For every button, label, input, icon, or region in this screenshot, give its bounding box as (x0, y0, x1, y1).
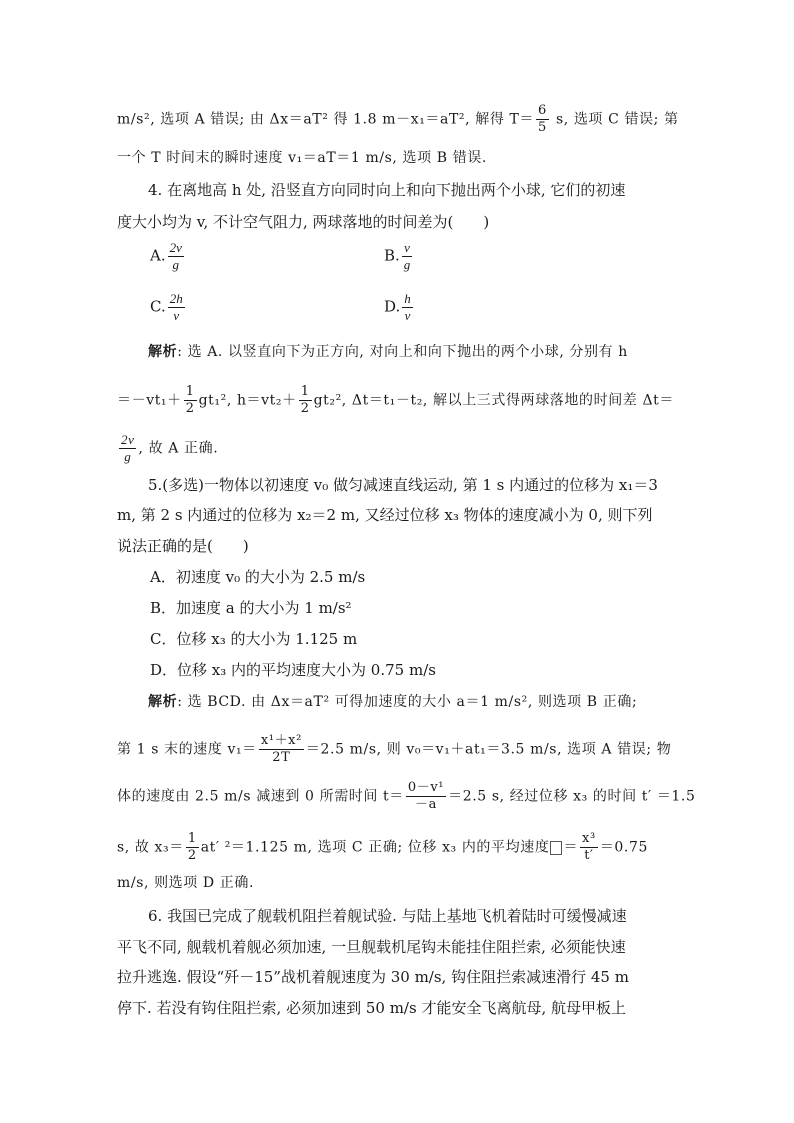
q5-solution-line-1: 解析: 选 BCD. 由 Δx＝aT² 可得加速度的大小 a＝1 m/s², 则选项 B 正确; (148, 694, 638, 710)
q5-option-b: B．加速度 a 的大小为 1 m/s² (150, 599, 352, 617)
q5-solution-line-4: s, 故 x₃＝ $\frac{1}{2}$ at′ ²＝1.125 m, 选项 C 正确; 位移 x₃ 内的平均速度 ＝ $\frac{\text{x³}}{t'}$ ＝0.75 (117, 831, 648, 863)
q5-solution-line-2: 第 1 s 末的速度 v₁＝ $\frac{\text{x¹＋x²}}{2T}$ ＝2.5 m/s, 则 v₀＝v₁＋at₁＝3.5 m/s, 选项 A 错误; 物 (117, 733, 672, 765)
q4-option-a: A. $\frac{2v}{g}$ (150, 240, 182, 272)
q4-solution-line-2: ＝－vt₁＋ $\frac{1}{2}$ gt₁², h＝vt₂＋ $\frac{1}{2}$ gt₂², Δt＝t₁－t₂, 解以上三式得两球落地的时间差 Δt＝ (117, 384, 674, 416)
q5-option-c: C．位移 x₃ 的大小为 1.125 m (150, 630, 358, 648)
q4-option-b: B. $\frac{v}{g}$ (384, 240, 411, 272)
q6-line-1: 6. 我国已完成了舰载机阻拦着舰试验. 与陆上基地飞机着陆时可缓慢减速 (148, 907, 627, 925)
q4-option-d: D. $\frac{h}{v}$ (384, 291, 411, 323)
q5-option-d: D．位移 x₃ 内的平均速度大小为 0.75 m/s (150, 661, 436, 679)
q5-solution-line-5: m/s, 则选项 D 正确. (117, 875, 255, 891)
q6-line-2: 平飞不同, 舰载机着舰必须加速, 一旦舰载机尾钩未能挂住阻拦索, 必须能快速 (117, 938, 626, 956)
q4-solution-line-3: $\frac{2v}{g}$ , 故 A 正确. (121, 432, 219, 464)
q4-solution-line-1: 解析: 选 A. 以竖直向下为正方向, 对向上和向下抛出的两个小球, 分别有 h (148, 344, 628, 360)
q6-line-4: 停下. 若没有钩住阻拦索, 必须加速到 50 m/s 才能安全飞离航母, 航母甲板上 (117, 999, 626, 1017)
q5-option-a: A．初速度 v₀ 的大小为 2.5 m/s (150, 568, 366, 586)
q3-solution-line-1: m/s², 选项 A 错误; 由 Δx＝aT² 得 1.8 m－x₁＝aT², 解得 T＝ $\frac{6}{5}$ s, 选项 C 错误; 第 (117, 103, 679, 135)
q3-solution-line-2: 一个 T 时间末的瞬时速度 v₁＝aT＝1 m/s, 选项 B 错误. (117, 150, 487, 166)
q4-stem-line-1: 4. 在离地高 h 处, 沿竖直方向同时向上和向下抛出两个小球, 它们的初速 (148, 181, 626, 199)
q5-stem-line-2: m, 第 2 s 内通过的位移为 x₂＝2 m, 又经过位移 x₃ 物体的速度减小为 0, 则下列 (117, 506, 653, 524)
missing-glyph-box (550, 841, 562, 855)
q5-stem-line-3: 说法正确的是( ) (117, 537, 249, 555)
q4-option-c: C. $\frac{2h}{v}$ (150, 291, 183, 323)
q5-stem-line-1: 5.(多选)一物体以初速度 v₀ 做匀减速直线运动, 第 1 s 内通过的位移为 x₁＝3 (148, 476, 658, 494)
q4-stem-line-2: 度大小均为 v, 不计空气阻力, 两球落地的时间差为( ) (117, 213, 490, 231)
fraction: $\frac{6}{5}$ (538, 103, 547, 135)
q6-line-3: 拉升逃逸. 假设“歼－15”战机着舰速度为 30 m/s, 钩住阻拦索减速滑行 45 m (117, 968, 629, 986)
q5-solution-line-3: 体的速度由 2.5 m/s 减速到 0 所需时间 t＝ $\frac{\text{0－v¹}}{-a}$ ＝2.5 s, 经过位移 x₃ 的时间 t′ ＝1.5 (117, 780, 696, 812)
